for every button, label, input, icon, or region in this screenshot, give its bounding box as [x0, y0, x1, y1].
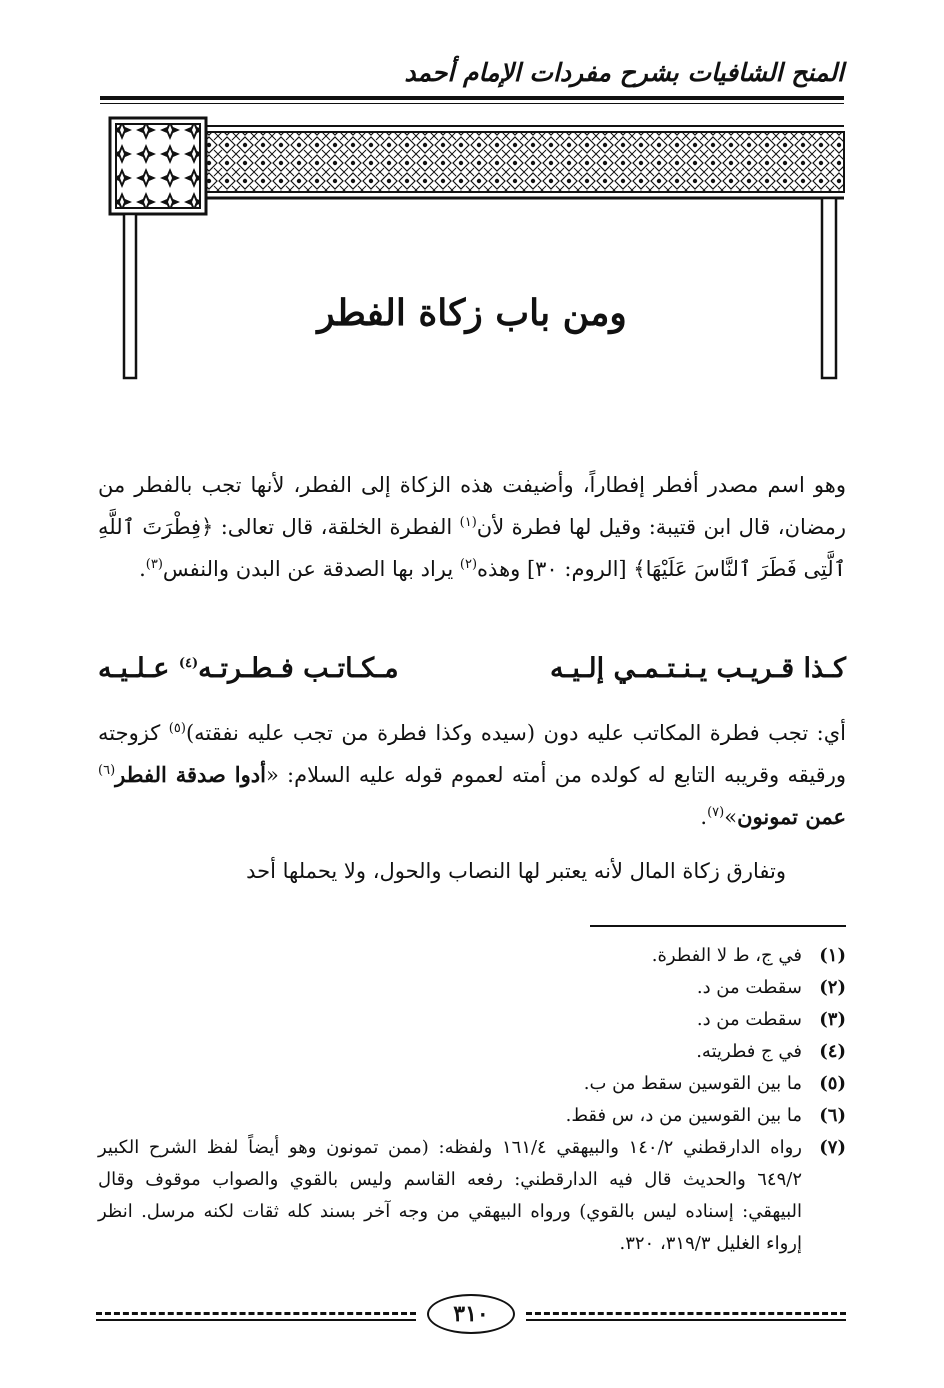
footnote-number: (١): [819, 945, 846, 966]
quote-close: »: [724, 805, 738, 829]
verse-line: [98, 646, 846, 690]
footnote-number: (٤): [819, 1041, 846, 1062]
footnote: [98, 972, 846, 1004]
footnote: [98, 1036, 846, 1068]
page-number: ٣١٠: [427, 1294, 515, 1334]
footnote-separator: [590, 925, 846, 927]
footer-line-right: [526, 1319, 846, 1321]
footer-dash-left: [96, 1312, 416, 1315]
chapter-title: ومن باب زكاة الفطر: [317, 292, 627, 334]
footnote-ref-7: (٧): [707, 805, 725, 820]
footnote-number: (٧): [819, 1137, 846, 1158]
verse-h2: عـلـيـه: [98, 652, 179, 684]
paragraph-commentary-text-b: كزوجته ورقيقه وقريبه التابع له كولده من أمته لعموم قوله عليه السلام: «: [98, 721, 846, 787]
paragraph-intro-text-b: الفطرة الخلقة، قال تعالى: ﴿فِطْرَتَ ٱللَّهِ ٱلَّتِى فَطَرَ ٱلنَّاسَ عَلَيْهَا﴾ [الروم: ٣٠] وهذه: [98, 515, 846, 581]
footnote-ref-2: (٢): [459, 557, 478, 572]
hadith-text-end: عمن تمونون: [737, 804, 846, 829]
footnote: [98, 1132, 846, 1260]
footer-dash-right: [526, 1312, 846, 1315]
paragraph-intro: [98, 464, 846, 590]
paragraph-continuation: وتفارق زكاة المال لأنه يعتبر لها النصاب والحول، ولا يحملها أحد: [246, 859, 786, 883]
verse-second-hemistich: كـذا قـريـب يـنـتـمـي إلـيـه: [549, 652, 846, 684]
paragraph-commentary-text-a: أي: تجب فطرة المكاتب عليه دون (سيده وكذا فطرة من تجب عليه نفقته): [185, 721, 846, 745]
footnote: [98, 1004, 846, 1036]
footnote-text: سقطت من د.: [696, 1009, 802, 1030]
paragraph-intro-text-c: يراد بها الصدقة عن البدن والنفس: [162, 557, 460, 581]
paragraph-commentary: [98, 712, 846, 838]
paragraph-intro-text-a: وهو اسم مصدر أفطر إفطاراً، وأضيفت هذه الزكاة إلى الفطر، لأنها تجب بالفطر من رمضان، قال ابن قتيبة: وقيل لها فطرة لأن: [98, 473, 846, 539]
footnote: [98, 1068, 846, 1100]
footnotes: [98, 940, 846, 1260]
running-title: المنح الشافيات بشرح مفردات الإمام أحمد: [404, 58, 844, 87]
footnote-text: رواه الدارقطني ١٤٠/٢ والبيهقي ١٦١/٤ ولفظه: (ممن تمونون وهو أيضاً لفظ الشرح الكبير ٦٤٩/٢ والحديث قال فيه الدارقطني: رفعه القاسم وليس بالقوي والصواب موقوف وقال البيهقي: إسناده ليس بالقوي) ورواه البيهقي من وجه آخر بسند كله ثقات لكنه مرسل. انظر إرواء الغليل ٣١٩/٣، ٣٢٠.: [98, 1137, 802, 1254]
footnote-ref-6: (٦): [98, 763, 116, 778]
verse-first-hemistich: [98, 653, 399, 684]
footer-line-left: [96, 1319, 416, 1321]
frame-ornament-svg: [110, 118, 844, 388]
footnote: [98, 1100, 846, 1132]
paragraph-commentary-text-f: .: [700, 805, 708, 829]
footnote-ref-3: (٣): [145, 557, 163, 572]
footnote-text: ما بين القوسين سقط من ب.: [583, 1073, 802, 1094]
footnote-ref-5: (٥): [168, 721, 186, 736]
footnote-text: في ج فطريته.: [696, 1041, 802, 1062]
footnote-number: (٢): [819, 977, 846, 998]
paragraph-intro-text-d: .: [139, 557, 146, 581]
footnote-text: ما بين القوسين من د، س فقط.: [565, 1105, 802, 1126]
footnote-ref-1: (١): [459, 515, 477, 530]
header-rule-thick: [100, 96, 844, 100]
footnote-text: في ج، ط لا الفطرة.: [651, 945, 802, 966]
footnote-number: (٦): [819, 1105, 846, 1126]
hadith-text: أدوا صدقة الفطر: [115, 762, 266, 787]
ornamental-frame: [110, 118, 844, 214]
verse-h1: مـكـاتـب فـطـرتـه: [198, 652, 399, 684]
header-rule-thin: [100, 103, 844, 104]
footnote-number: (٥): [819, 1073, 846, 1094]
page-footer: [96, 1294, 846, 1334]
footnote-ref-4: (٤): [178, 655, 199, 671]
footnote-number: (٣): [819, 1009, 846, 1030]
footnote: [98, 940, 846, 972]
footnote-text: سقطت من د.: [696, 977, 802, 998]
